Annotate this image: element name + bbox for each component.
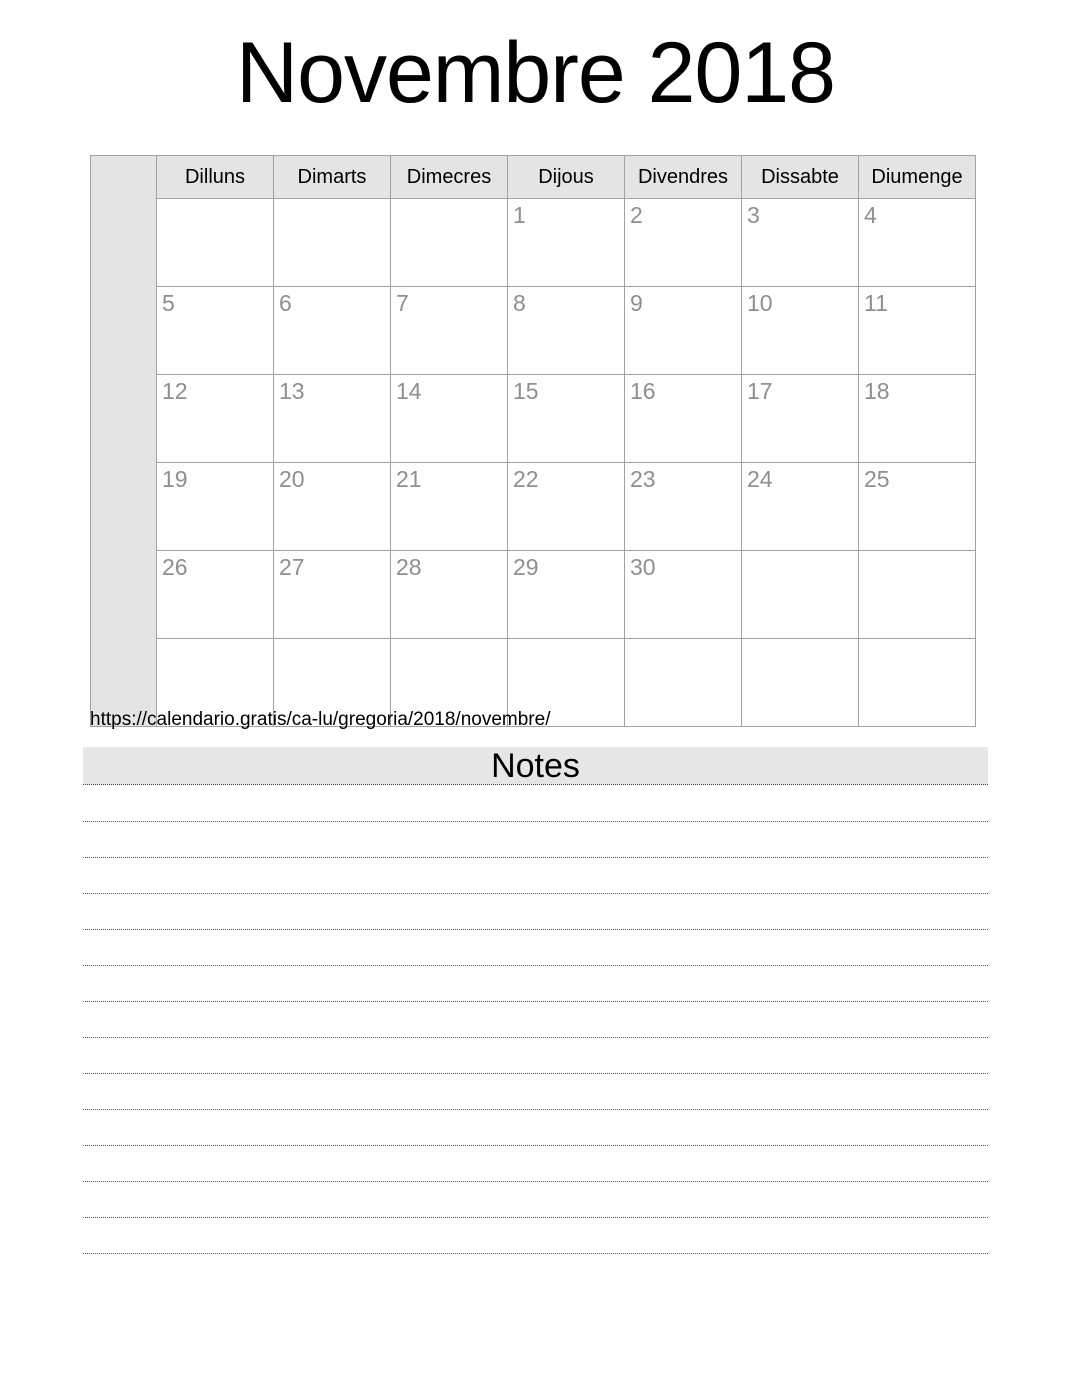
notes-header-bar (83, 747, 988, 785)
week-row (91, 287, 976, 375)
day-cell-empty (625, 639, 742, 727)
date-number: 26 (162, 554, 188, 580)
notes-writing-area (83, 786, 988, 1254)
week-row (91, 551, 976, 639)
date-number: 13 (279, 378, 305, 404)
date-number: 28 (396, 554, 422, 580)
day-cell (274, 551, 391, 639)
day-cell-empty (391, 199, 508, 287)
weekday-header-dimecres: Dimecres (391, 156, 508, 199)
day-cell (508, 551, 625, 639)
note-line (83, 1218, 988, 1254)
day-cell (157, 463, 274, 551)
weekday-header-dimarts: Dimarts (274, 156, 391, 199)
source-url-text: https://calendario.gratis/ca-lu/gregoria/2018/novembre/ (90, 709, 551, 730)
note-line (83, 1074, 988, 1110)
day-cell (508, 375, 625, 463)
date-number: 8 (513, 290, 526, 316)
date-number: 21 (396, 466, 422, 492)
date-number: 25 (864, 466, 890, 492)
date-number: 20 (279, 466, 305, 492)
day-cell (625, 199, 742, 287)
weekday-header-diumenge: Diumenge (859, 156, 976, 199)
note-line (83, 822, 988, 858)
note-line (83, 1038, 988, 1074)
calendar-table (90, 155, 976, 727)
day-cell (742, 199, 859, 287)
day-cell (274, 287, 391, 375)
day-cell (391, 375, 508, 463)
day-cell (274, 375, 391, 463)
date-number: 16 (630, 378, 656, 404)
weekday-header-divendres: Divendres (625, 156, 742, 199)
note-line (83, 858, 988, 894)
calendar-left-gutter (91, 156, 157, 727)
note-line (83, 894, 988, 930)
weekday-header-dijous: Dijous (508, 156, 625, 199)
day-cell (508, 463, 625, 551)
note-line (83, 1182, 988, 1218)
date-number: 5 (162, 290, 175, 316)
date-number: 23 (630, 466, 656, 492)
day-cell-empty (157, 199, 274, 287)
day-cell (391, 551, 508, 639)
day-cell (859, 375, 976, 463)
date-number: 11 (864, 290, 888, 316)
note-line (83, 930, 988, 966)
day-cell (742, 375, 859, 463)
day-cell (391, 463, 508, 551)
week-row (91, 375, 976, 463)
day-cell-empty (742, 639, 859, 727)
week-row (91, 463, 976, 551)
page-title: Novembre 2018 (236, 25, 835, 121)
date-number: 15 (513, 378, 539, 404)
day-cell (742, 287, 859, 375)
date-number: 12 (162, 378, 188, 404)
day-cell-empty (859, 639, 976, 727)
week-row (91, 199, 976, 287)
date-number: 18 (864, 378, 890, 404)
note-line (83, 1146, 988, 1182)
day-cell (859, 287, 976, 375)
date-number: 3 (747, 202, 760, 228)
weekday-header-dissabte: Dissabte (742, 156, 859, 199)
date-number: 24 (747, 466, 773, 492)
day-cell-empty (859, 551, 976, 639)
notes-title: Notes (491, 747, 580, 785)
date-number: 19 (162, 466, 188, 492)
note-line (83, 786, 988, 822)
date-number: 17 (747, 378, 773, 404)
day-cell (625, 463, 742, 551)
day-cell (508, 199, 625, 287)
date-number: 9 (630, 290, 643, 316)
day-cell (625, 551, 742, 639)
date-number: 6 (279, 290, 292, 316)
date-number: 10 (747, 290, 773, 316)
date-number: 30 (630, 554, 656, 580)
date-number: 2 (630, 202, 643, 228)
day-cell (274, 463, 391, 551)
note-line (83, 1110, 988, 1146)
day-cell (859, 199, 976, 287)
day-cell (157, 375, 274, 463)
day-cell-empty (742, 551, 859, 639)
date-number: 27 (279, 554, 305, 580)
note-line (83, 1002, 988, 1038)
day-cell (859, 463, 976, 551)
day-cell (625, 287, 742, 375)
day-cell-empty (274, 199, 391, 287)
day-cell (742, 463, 859, 551)
date-number: 22 (513, 466, 539, 492)
day-cell (157, 287, 274, 375)
weekday-header-dilluns: Dilluns (157, 156, 274, 199)
day-cell (391, 287, 508, 375)
day-cell (157, 551, 274, 639)
date-number: 4 (864, 202, 877, 228)
day-cell (508, 287, 625, 375)
weekday-header-row (91, 156, 976, 199)
date-number: 7 (396, 290, 409, 316)
day-cell (625, 375, 742, 463)
note-line (83, 966, 988, 1002)
date-number: 14 (396, 378, 422, 404)
date-number: 29 (513, 554, 539, 580)
date-number: 1 (513, 202, 526, 228)
